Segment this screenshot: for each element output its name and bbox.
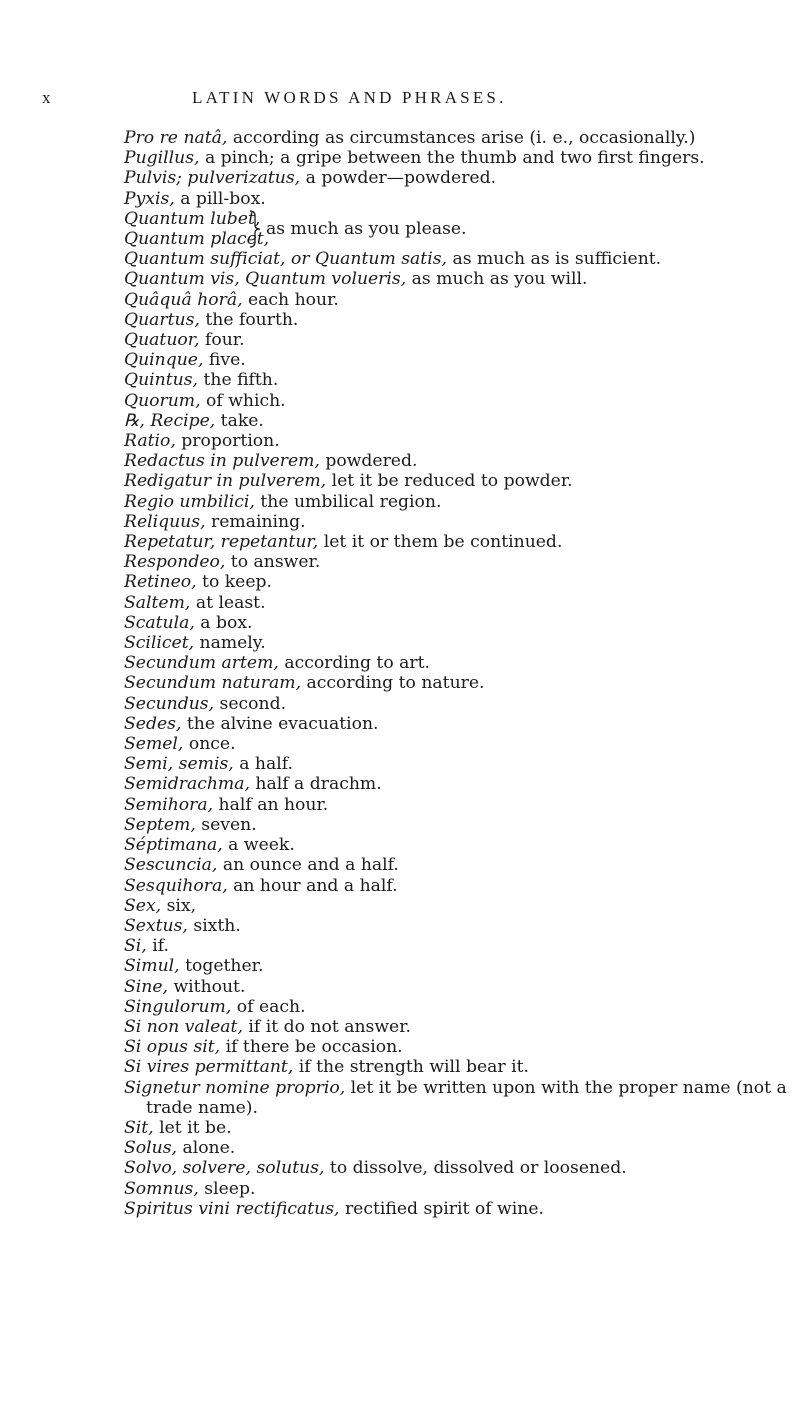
glossary-entry xyxy=(124,613,796,633)
glossary-entry xyxy=(124,189,796,209)
entry-term: Semidrachma, xyxy=(124,774,250,795)
glossary-entry xyxy=(124,391,796,411)
glossary-entry xyxy=(124,148,796,168)
entry-definition: half an hour. xyxy=(213,794,329,815)
entry-definition: of each. xyxy=(231,996,306,1017)
entry-definition: as much as is sufficient. xyxy=(446,249,662,270)
entry-definition: together. xyxy=(179,956,264,977)
glossary-entry xyxy=(124,128,796,148)
entry-term: Pyxis, xyxy=(124,188,175,209)
glossary-entry xyxy=(124,471,796,491)
glossary-entry xyxy=(124,835,796,855)
entry-term: Quartus, xyxy=(124,309,200,330)
entry-term: Regio umbilici, xyxy=(124,491,255,512)
entry-term: Repetatur, repetantur, xyxy=(124,532,319,553)
entry-term: Si vires permittant, xyxy=(124,1057,294,1078)
entry-term: Semi, semis, xyxy=(124,754,234,775)
entry-term: Sedes, xyxy=(124,713,182,734)
glossary-entry xyxy=(124,451,796,471)
glossary-entry xyxy=(124,532,796,552)
glossary-entry xyxy=(124,350,796,370)
glossary-entry xyxy=(124,370,796,390)
entry-term: Solvo, solvere, solutus, xyxy=(124,1158,325,1179)
bracket-entry xyxy=(124,209,796,249)
entry-definition: to answer. xyxy=(225,552,321,573)
entry-term: Semel, xyxy=(124,734,184,755)
glossary-entry xyxy=(124,1158,796,1178)
entry-definition: five. xyxy=(203,350,246,371)
glossary-entry xyxy=(124,673,796,693)
entry-definition: according to nature. xyxy=(301,673,485,694)
entry-definition: a week. xyxy=(222,835,295,856)
entry-definition: each hour. xyxy=(242,289,339,310)
glossary-entry xyxy=(124,593,796,613)
entry-definition: six, xyxy=(161,895,197,916)
glossary-entry xyxy=(124,330,796,350)
glossary-entry xyxy=(124,290,796,310)
entry-term: Quantum vis, Quantum volueris, xyxy=(124,269,407,290)
glossary-entry xyxy=(124,754,796,774)
glossary-entry xyxy=(124,411,796,431)
glossary-list xyxy=(124,128,796,1219)
entry-definition: alone. xyxy=(176,1138,236,1159)
glossary-entry xyxy=(124,552,796,572)
page-header xyxy=(42,88,742,114)
glossary-entry xyxy=(124,431,796,451)
entry-definition: a pill-box. xyxy=(174,188,266,209)
entry-definition: of which. xyxy=(200,390,286,411)
entry-term: Singulorum, xyxy=(124,996,232,1017)
entry-definition: proportion. xyxy=(175,431,280,452)
entry-term: Simul, xyxy=(124,956,180,977)
entry-term: Quantum placet, xyxy=(124,229,270,249)
entry-term: Scilicet, xyxy=(124,633,195,654)
entry-term: Ratio, xyxy=(124,431,176,452)
entry-definition: as much as you please. xyxy=(266,218,467,239)
entry-term: Redactus in pulverem, xyxy=(124,451,320,472)
entry-definition: according to art. xyxy=(278,653,430,674)
entry-definition: the alvine evacuation. xyxy=(181,713,379,734)
entry-term: ℞, Recipe, xyxy=(124,410,216,431)
glossary-entry xyxy=(124,249,796,269)
glossary-entry xyxy=(124,734,796,754)
entry-definition: the fourth. xyxy=(199,309,299,330)
entry-definition: half a drachm. xyxy=(249,774,382,795)
entry-definition: an hour and a half. xyxy=(227,875,398,896)
glossary-entry xyxy=(124,1118,796,1138)
entry-term: Quinque, xyxy=(124,350,204,371)
entry-definition: an ounce and a half. xyxy=(217,855,399,876)
glossary-entry xyxy=(124,855,796,875)
entry-term: Semihora, xyxy=(124,794,214,815)
entry-term: Quantum lubet, xyxy=(124,208,261,229)
entry-definition: a half. xyxy=(233,754,293,775)
glossary-entry xyxy=(124,492,796,512)
entry-term: Si opus sit, xyxy=(124,1037,221,1058)
glossary-entry xyxy=(124,774,796,794)
entry-definition: the umbilical region. xyxy=(254,491,442,512)
glossary-entry xyxy=(124,896,796,916)
page-number: x xyxy=(42,88,54,107)
entry-term: Sextus, xyxy=(124,915,188,936)
entry-definition: seven. xyxy=(195,814,257,835)
glossary-entry xyxy=(124,512,796,532)
entry-term: Quorum, xyxy=(124,390,201,411)
entry-term: Somnus, xyxy=(124,1178,199,1199)
entry-definition: to dissolve, dissolved or loosened. xyxy=(324,1158,627,1179)
entry-term: Signetur nomine proprio, xyxy=(124,1077,346,1098)
entry-definition: take. xyxy=(215,410,264,431)
entry-definition: a box. xyxy=(194,612,253,633)
glossary-entry xyxy=(124,1057,796,1077)
entry-definition: if there be occasion. xyxy=(220,1037,403,1058)
entry-term: Sex, xyxy=(124,895,162,916)
glossary-entry xyxy=(124,1199,796,1219)
entry-definition: if the strength will bear it. xyxy=(293,1057,529,1078)
glossary-entry xyxy=(124,795,796,815)
entry-definition: a powder—powdered. xyxy=(300,168,497,189)
entry-term: Retineo, xyxy=(124,572,197,593)
entry-definition: rectified spirit of wine. xyxy=(339,1198,544,1219)
entry-definition: to keep. xyxy=(196,572,272,593)
entry-term: Séptimana, xyxy=(124,835,223,856)
entry-definition: a pinch; a gripe between the thumb and two first fingers. xyxy=(199,148,705,169)
entry-definition: without. xyxy=(167,976,246,997)
entry-term: Redigatur in pulverem, xyxy=(124,471,327,492)
glossary-entry xyxy=(124,633,796,653)
entry-term: Quantum sufficiat, or Quantum satis, xyxy=(124,249,447,270)
entry-term: Pro re natâ, xyxy=(124,128,228,148)
entry-term: Quâquâ horâ, xyxy=(124,289,243,310)
entry-term: Si non valeat, xyxy=(124,1016,243,1037)
glossary-entry xyxy=(124,936,796,956)
entry-definition: powdered. xyxy=(319,451,418,472)
entry-definition: as much as you will. xyxy=(406,269,588,290)
entry-term: Si, xyxy=(124,936,147,957)
entry-definition: at least. xyxy=(190,592,266,613)
entry-term: Secundum artem, xyxy=(124,653,279,674)
entry-term: Scatula, xyxy=(124,612,195,633)
entry-term: Quatuor, xyxy=(124,330,200,351)
entry-definition: if. xyxy=(146,936,169,957)
entry-definition: if it do not answer. xyxy=(242,1016,412,1037)
entry-definition: once. xyxy=(183,734,236,755)
entry-term: Reliquus, xyxy=(124,511,206,532)
glossary-entry xyxy=(124,714,796,734)
glossary-entry xyxy=(124,694,796,714)
entry-definition: let it be. xyxy=(153,1117,232,1138)
entry-term: Solus, xyxy=(124,1138,177,1159)
glossary-entry xyxy=(124,956,796,976)
entry-definition: namely. xyxy=(194,633,266,654)
entry-term: Sit, xyxy=(124,1117,154,1138)
entry-term: Spiritus vini rectificatus, xyxy=(124,1198,340,1219)
entry-term: Pulvis; pulverizatus, xyxy=(124,168,301,189)
glossary-entry xyxy=(124,1078,796,1118)
glossary-entry xyxy=(124,916,796,936)
entry-definition: remaining. xyxy=(205,511,306,532)
glossary-entry xyxy=(124,977,796,997)
glossary-entry xyxy=(124,168,796,188)
entry-definition: let it be written upon with the proper name (not a trade name). xyxy=(146,1077,787,1118)
entry-term: Sine, xyxy=(124,976,168,997)
glossary-entry xyxy=(124,310,796,330)
glossary-entry xyxy=(124,997,796,1017)
entry-definition: according as circumstances arise (i. e., occasionally.) xyxy=(227,128,696,148)
glossary-entry xyxy=(124,876,796,896)
entry-term: Sesquihora, xyxy=(124,875,228,896)
glossary-entry xyxy=(124,1037,796,1057)
entry-definition: sixth. xyxy=(187,915,241,936)
entry-definition: second. xyxy=(214,693,287,714)
entry-definition: four. xyxy=(199,330,245,351)
entry-term: Pugillus, xyxy=(124,148,200,169)
glossary-entry xyxy=(124,653,796,673)
entry-definition: let it be reduced to powder. xyxy=(326,471,573,492)
entry-definition: sleep. xyxy=(198,1178,256,1199)
entry-term: Sescuncia, xyxy=(124,855,218,876)
running-title: LATIN WORDS AND PHRASES. xyxy=(192,88,507,107)
entry-definition: the fifth. xyxy=(198,370,279,391)
entry-term: Septem, xyxy=(124,814,196,835)
glossary-entry xyxy=(124,815,796,835)
curly-brace-icon xyxy=(248,210,264,248)
glossary-entry xyxy=(124,269,796,289)
entry-definition: let it or them be continued. xyxy=(318,532,563,553)
entry-term: Quintus, xyxy=(124,370,198,391)
glossary-entry xyxy=(124,1138,796,1158)
entry-term: Respondeo, xyxy=(124,552,226,573)
entry-term: Secundus, xyxy=(124,693,215,714)
entry-term: Saltem, xyxy=(124,592,191,613)
glossary-entry xyxy=(124,572,796,592)
entry-term: Secundum naturam, xyxy=(124,673,302,694)
glossary-entry xyxy=(124,1017,796,1037)
glossary-entry xyxy=(124,1179,796,1199)
